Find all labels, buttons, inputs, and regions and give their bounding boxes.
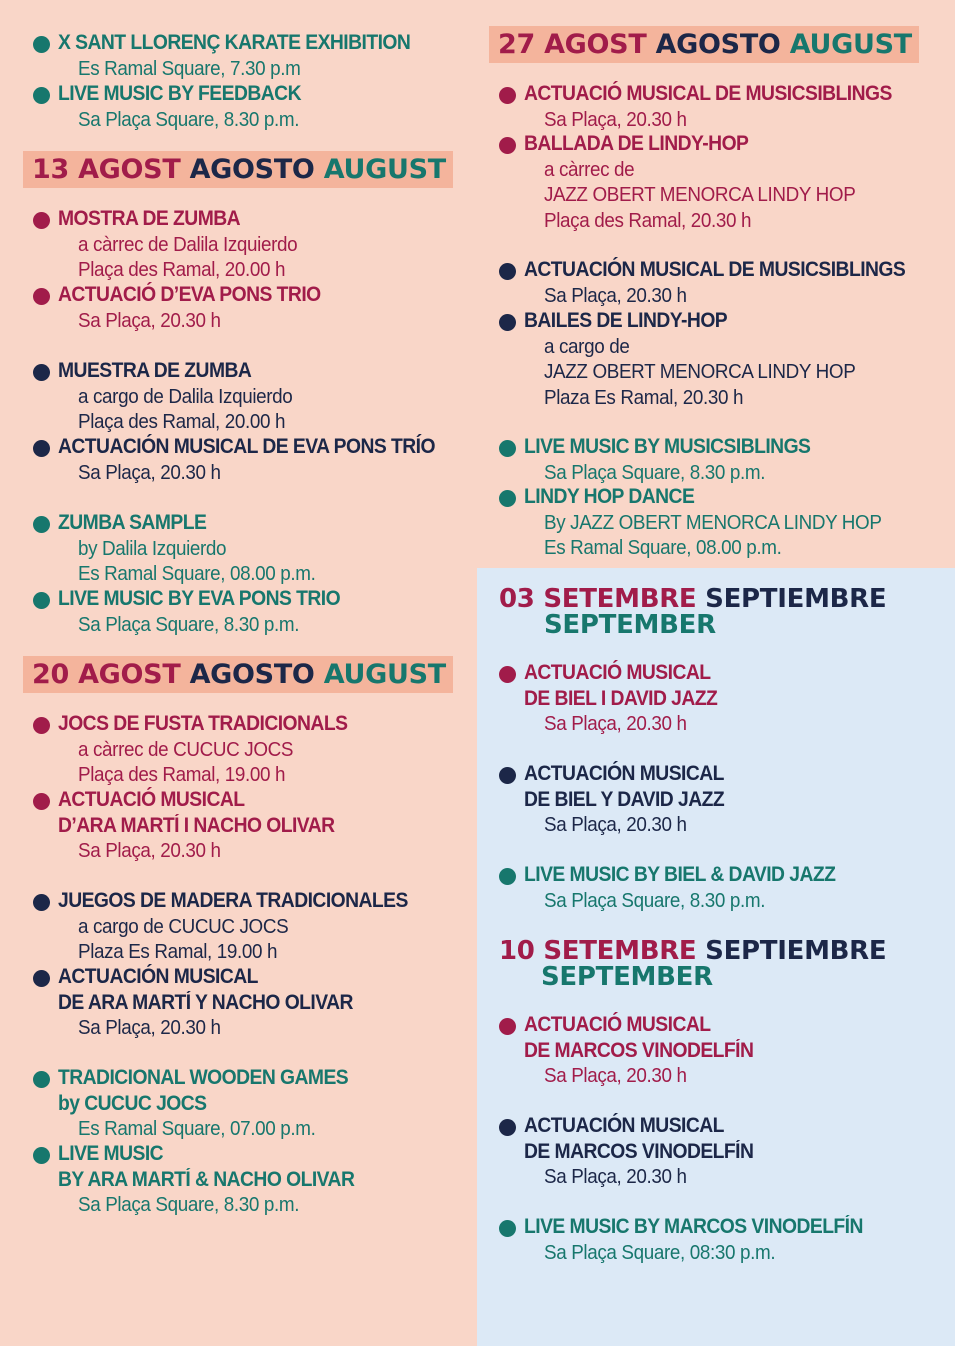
event-detail: Sa Plaça, 20.30 h — [78, 1016, 221, 1039]
section-heading-20-agost — [23, 656, 453, 693]
heading-catalan: 20 AGOST — [32, 659, 181, 690]
heading-english: AUGUST — [323, 659, 446, 690]
heading-spanish: AGOSTO — [189, 154, 315, 185]
event-detail: Sa Plaça, 20.30 h — [544, 813, 687, 836]
event-title: LIVE MUSIC BY EVA PONS TRIO — [58, 587, 341, 610]
event-title: DE BIEL Y DAVID JAZZ — [524, 787, 725, 811]
event-detail: Plaça des Ramal, 19.00 h — [78, 763, 286, 786]
event-detail: Es Ramal Square, 08.00 p.m. — [544, 536, 782, 559]
bullet-dot-icon — [33, 36, 50, 53]
bullet-dot-icon — [499, 1220, 516, 1237]
event-title: TRADICIONAL WOODEN GAMES — [58, 1066, 349, 1089]
section-heading-10-setembre — [499, 938, 886, 990]
event-detail: Plaza Es Ramal, 20.30 h — [544, 385, 744, 409]
event-title: ZUMBA SAMPLE — [58, 511, 207, 534]
event-detail: Sa Plaça, 20.30 h — [78, 460, 221, 484]
bullet-dot-icon — [33, 1147, 50, 1164]
event-detail: Sa Plaça, 20.30 h — [78, 308, 221, 332]
event-title: ACTUACIÓ MUSICAL — [524, 1013, 711, 1036]
bullet-dot-icon — [499, 1119, 516, 1136]
event-detail: Sa Plaça Square, 8.30 p.m. — [78, 107, 300, 131]
event-detail: Plaça des Ramal, 20.00 h — [78, 258, 286, 281]
heading-spanish: SEPTIEMBRE — [705, 584, 887, 614]
heading-english: AUGUST — [323, 154, 446, 185]
bullet-dot-icon — [33, 894, 50, 911]
event-detail: Es Ramal Square, 7.30 p.m — [78, 56, 301, 80]
event-title: MOSTRA DE ZUMBA — [58, 207, 241, 230]
event-detail: Sa Plaça, 20.30 h — [544, 1064, 687, 1087]
event-detail: a cargo de — [544, 334, 630, 358]
event-title: ACTUACIÓN MUSICAL DE MUSICSIBLINGS — [524, 258, 906, 281]
event-detail: Sa Plaça Square, 8.30 p.m. — [544, 460, 766, 484]
event-title: ACTUACIÓN MUSICAL — [58, 965, 258, 988]
event-title: DE ARA MARTÍ Y NACHO OLIVAR — [58, 990, 353, 1014]
bullet-dot-icon — [499, 666, 516, 683]
event-title: ACTUACIÓ MUSICAL — [58, 788, 245, 811]
bullet-dot-icon — [499, 87, 516, 104]
event-title: JOCS DE FUSTA TRADICIONALS — [58, 712, 348, 735]
event-title: JUEGOS DE MADERA TRADICIONALES — [58, 889, 408, 912]
event-detail: a cargo de Dalila Izquierdo — [78, 384, 293, 408]
event-title: LIVE MUSIC BY MARCOS VINODELFÍN — [524, 1215, 863, 1238]
bullet-dot-icon — [499, 767, 516, 784]
bullet-dot-icon — [33, 970, 50, 987]
event-detail: Sa Plaça, 20.30 h — [544, 712, 687, 735]
heading-spanish: SEPTIEMBRE — [705, 936, 887, 966]
bullet-dot-icon — [33, 1071, 50, 1088]
event-title: LIVE MUSIC BY MUSICSIBLINGS — [524, 435, 811, 458]
event-detail: a càrrec de Dalila Izquierdo — [78, 232, 298, 256]
section-heading-27-agost — [489, 26, 919, 63]
bullet-dot-icon — [33, 364, 50, 381]
event-title: LINDY HOP DANCE — [524, 485, 695, 508]
event-title: D’ARA MARTÍ I NACHO OLIVAR — [58, 813, 335, 837]
heading-catalan: 03 SETEMBRE — [499, 584, 697, 614]
section-heading-03-setembre — [499, 586, 886, 638]
event-detail: Sa Plaça Square, 8.30 p.m. — [544, 888, 766, 912]
event-title: ACTUACIÓN MUSICAL — [524, 1114, 724, 1137]
bullet-dot-icon — [33, 793, 50, 810]
event-detail: JAZZ OBERT MENORCA LINDY HOP — [544, 183, 856, 206]
event-detail: Sa Plaça Square, 8.30 p.m. — [78, 612, 300, 636]
event-title: LIVE MUSIC BY BIEL & DAVID JAZZ — [524, 863, 836, 886]
event-detail: by Dalila Izquierdo — [78, 536, 227, 560]
bullet-dot-icon — [499, 1018, 516, 1035]
event-title: ACTUACIÓ MUSICAL DE MUSICSIBLINGS — [524, 82, 892, 105]
event-title: BALLADA DE LINDY-HOP — [524, 132, 749, 155]
bullet-dot-icon — [33, 717, 50, 734]
event-title: ACTUACIÓ MUSICAL — [524, 661, 711, 684]
event-title: DE MARCOS VINODELFÍN — [524, 1038, 754, 1062]
event-detail: a càrrec de CUCUC JOCS — [78, 737, 294, 761]
bullet-dot-icon — [499, 868, 516, 885]
event-detail: Sa Plaça Square, 8.30 p.m. — [78, 1193, 300, 1216]
event-detail: Sa Plaça, 20.30 h — [78, 839, 221, 862]
event-detail: Plaça des Ramal, 20.00 h — [78, 410, 286, 433]
event-detail: Plaza Es Ramal, 19.00 h — [78, 940, 278, 963]
event-title: LIVE MUSIC — [58, 1142, 164, 1165]
section-heading-13-agost — [23, 151, 453, 188]
bullet-dot-icon — [33, 440, 50, 457]
bullet-dot-icon — [499, 137, 516, 154]
event-detail: Plaça des Ramal, 20.30 h — [544, 208, 752, 232]
event-detail: JAZZ OBERT MENORCA LINDY HOP — [544, 360, 856, 383]
event-title: DE BIEL I DAVID JAZZ — [524, 686, 718, 710]
bullet-dot-icon — [499, 314, 516, 331]
event-title: X SANT LLORENÇ KARATE EXHIBITION — [58, 31, 411, 54]
heading-catalan: 13 AGOST — [32, 154, 181, 185]
event-detail: a cargo de CUCUC JOCS — [78, 914, 289, 938]
bullet-dot-icon — [33, 516, 50, 533]
heading-english: SEPTEMBER — [544, 610, 716, 640]
heading-english: SEPTEMBER — [541, 962, 713, 992]
bullet-dot-icon — [33, 212, 50, 229]
event-title: MUESTRA DE ZUMBA — [58, 359, 252, 382]
heading-english: AUGUST — [789, 29, 912, 60]
bullet-dot-icon — [33, 288, 50, 305]
event-title: LIVE MUSIC BY FEEDBACK — [58, 82, 301, 105]
bullet-dot-icon — [499, 263, 516, 280]
bullet-dot-icon — [499, 440, 516, 457]
event-title: DE MARCOS VINODELFÍN — [524, 1139, 754, 1163]
event-detail: Sa Plaça, 20.30 h — [544, 283, 687, 307]
event-title: ACTUACIÓN MUSICAL DE EVA PONS TRÍO — [58, 435, 435, 458]
event-title: BAILES DE LINDY-HOP — [524, 309, 728, 332]
heading-catalan: 10 SETEMBRE — [499, 936, 697, 966]
heading-catalan: 27 AGOST — [498, 29, 647, 60]
event-detail: Sa Plaça Square, 08:30 p.m. — [544, 1240, 776, 1264]
event-title: BY ARA MARTÍ & NACHO OLIVAR — [58, 1167, 355, 1191]
heading-spanish: AGOSTO — [655, 29, 781, 60]
event-detail: Sa Plaça, 20.30 h — [544, 1165, 687, 1188]
heading-spanish: AGOSTO — [189, 659, 315, 690]
event-detail: Sa Plaça, 20.30 h — [544, 107, 687, 131]
bullet-dot-icon — [33, 592, 50, 609]
event-detail: By JAZZ OBERT MENORCA LINDY HOP — [544, 510, 882, 534]
bullet-dot-icon — [33, 87, 50, 104]
event-title: by CUCUC JOCS — [58, 1091, 207, 1115]
event-title: ACTUACIÓ D’EVA PONS TRIO — [58, 283, 321, 306]
event-detail: Es Ramal Square, 07.00 p.m. — [78, 1117, 316, 1140]
event-title: ACTUACIÓN MUSICAL — [524, 762, 724, 785]
bullet-dot-icon — [499, 490, 516, 507]
event-detail: Es Ramal Square, 08.00 p.m. — [78, 562, 316, 585]
event-detail: a càrrec de — [544, 157, 635, 181]
